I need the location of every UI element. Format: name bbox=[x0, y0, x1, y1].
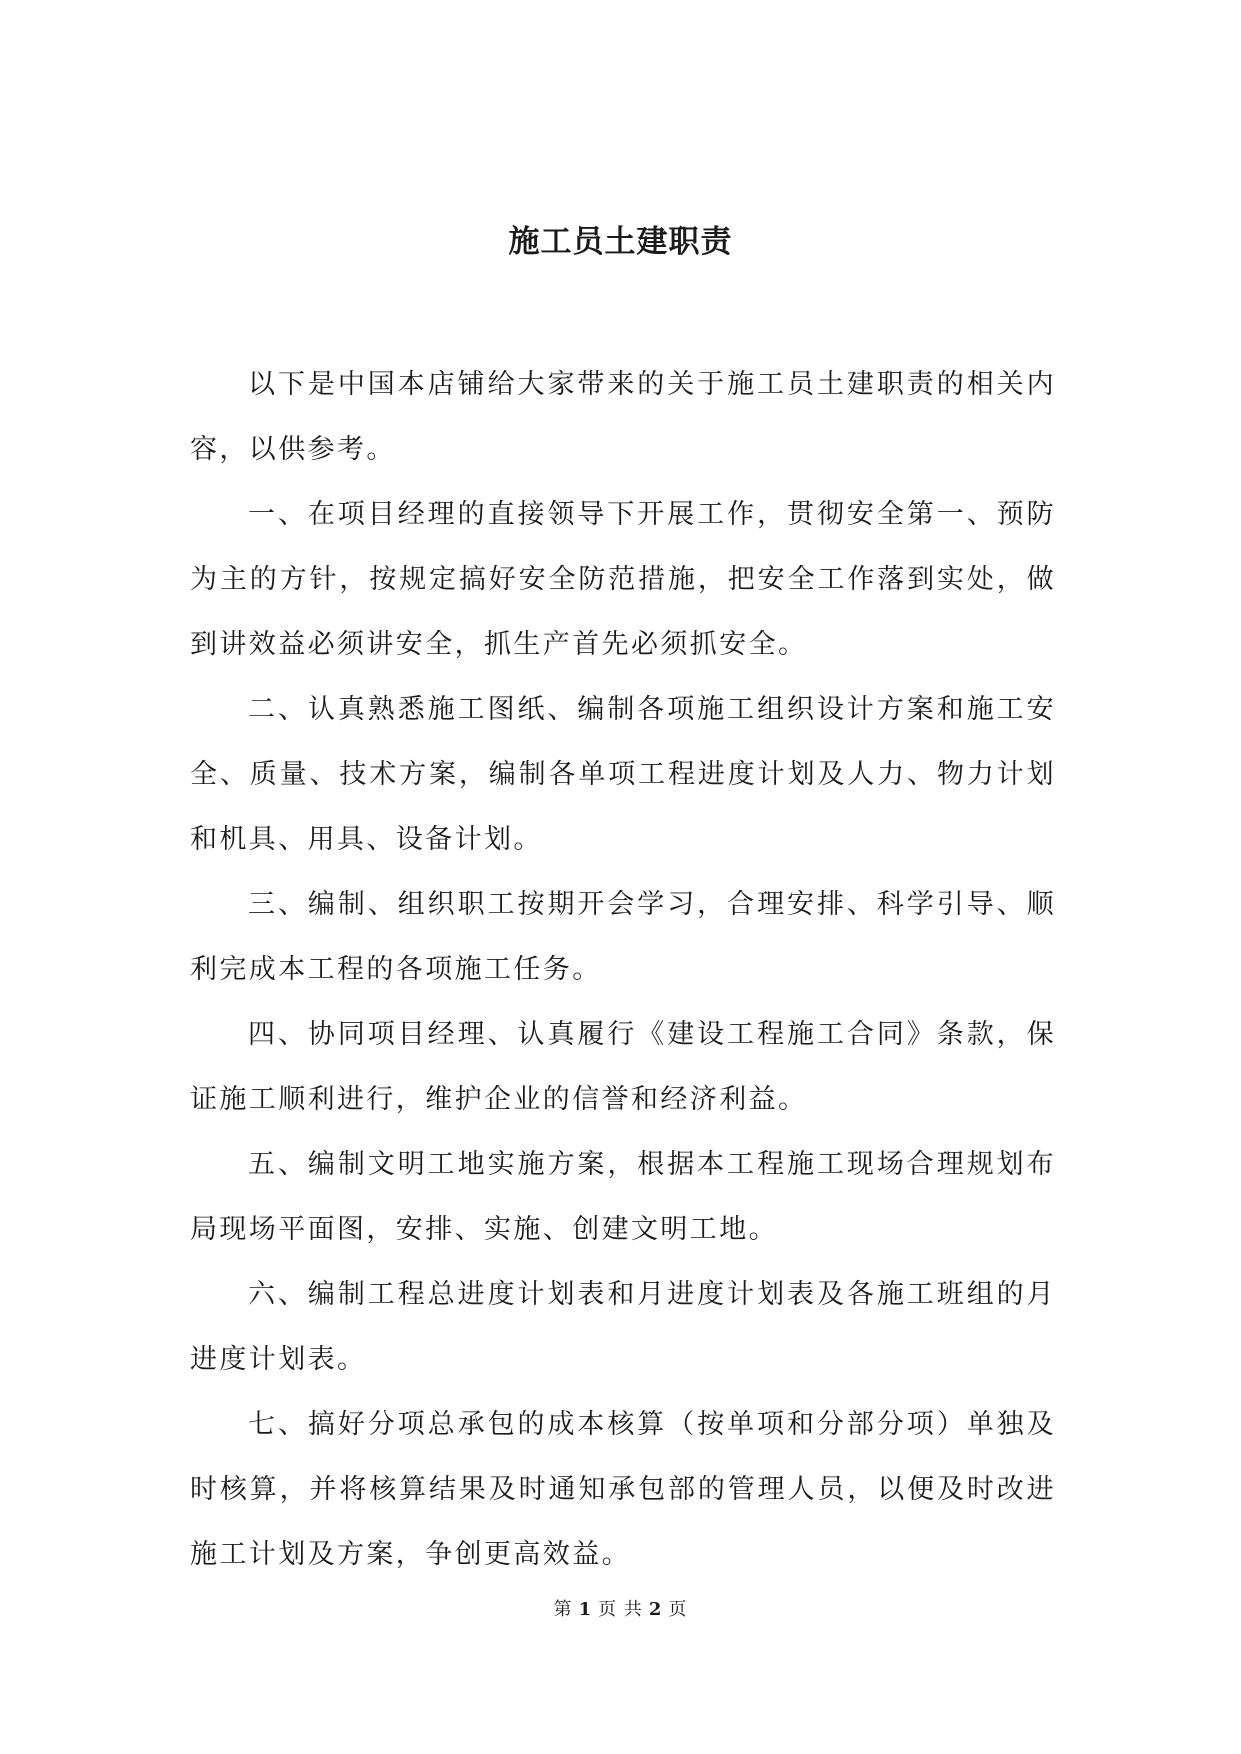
footer-suffix: 页 bbox=[668, 1599, 688, 1620]
paragraph-intro: 以下是中国本店铺给大家带来的关于施工员土建职责的相关内容，以供参考。 bbox=[190, 369, 1056, 465]
paragraph-item-5: 五、编制文明工地实施方案，根据本工程施工现场合理规划布局现场平面图，安排、实施、创建文明工地。 bbox=[190, 1149, 1056, 1245]
paragraph-item-7: 七、搞好分项总承包的成本核算（按单项和分部分项）单独及时核算，并将核算结果及时通知承包部的管理人员，以便及时改进施工计划及方案，争创更高效益。 bbox=[190, 1409, 1056, 1570]
footer-total-pages: 2 bbox=[648, 1599, 663, 1620]
footer-middle: 页 共 bbox=[598, 1599, 643, 1620]
paragraph-item-2: 二、认真熟悉施工图纸、编制各项施工组织设计方案和施工安全、质量、技术方案，编制各单项工程进度计划及人力、物力计划和机具、用具、设备计划。 bbox=[190, 694, 1056, 855]
document-title: 施工员土建职责 bbox=[508, 224, 733, 260]
paragraph-item-6: 六、编制工程总进度计划表和月进度计划表及各施工班组的月进度计划表。 bbox=[190, 1279, 1056, 1375]
footer-prefix: 第 bbox=[553, 1599, 573, 1620]
document-body bbox=[190, 352, 1056, 1587]
page-footer bbox=[0, 1598, 1241, 1622]
paragraph-item-1: 一、在项目经理的直接领导下开展工作，贯彻安全第一、预防为主的方针，按规定搞好安全防范措施，把安全工作落到实处，做到讲效益必须讲安全，抓生产首先必须抓安全。 bbox=[190, 499, 1056, 660]
footer-current-page: 1 bbox=[578, 1599, 593, 1620]
paragraph-item-3: 三、编制、组织职工按期开会学习，合理安排、科学引导、顺利完成本工程的各项施工任务。 bbox=[190, 889, 1056, 985]
paragraph-item-4: 四、协同项目经理、认真履行《建设工程施工合同》条款，保证施工顺利进行，维护企业的信誉和经济利益。 bbox=[190, 1019, 1056, 1115]
